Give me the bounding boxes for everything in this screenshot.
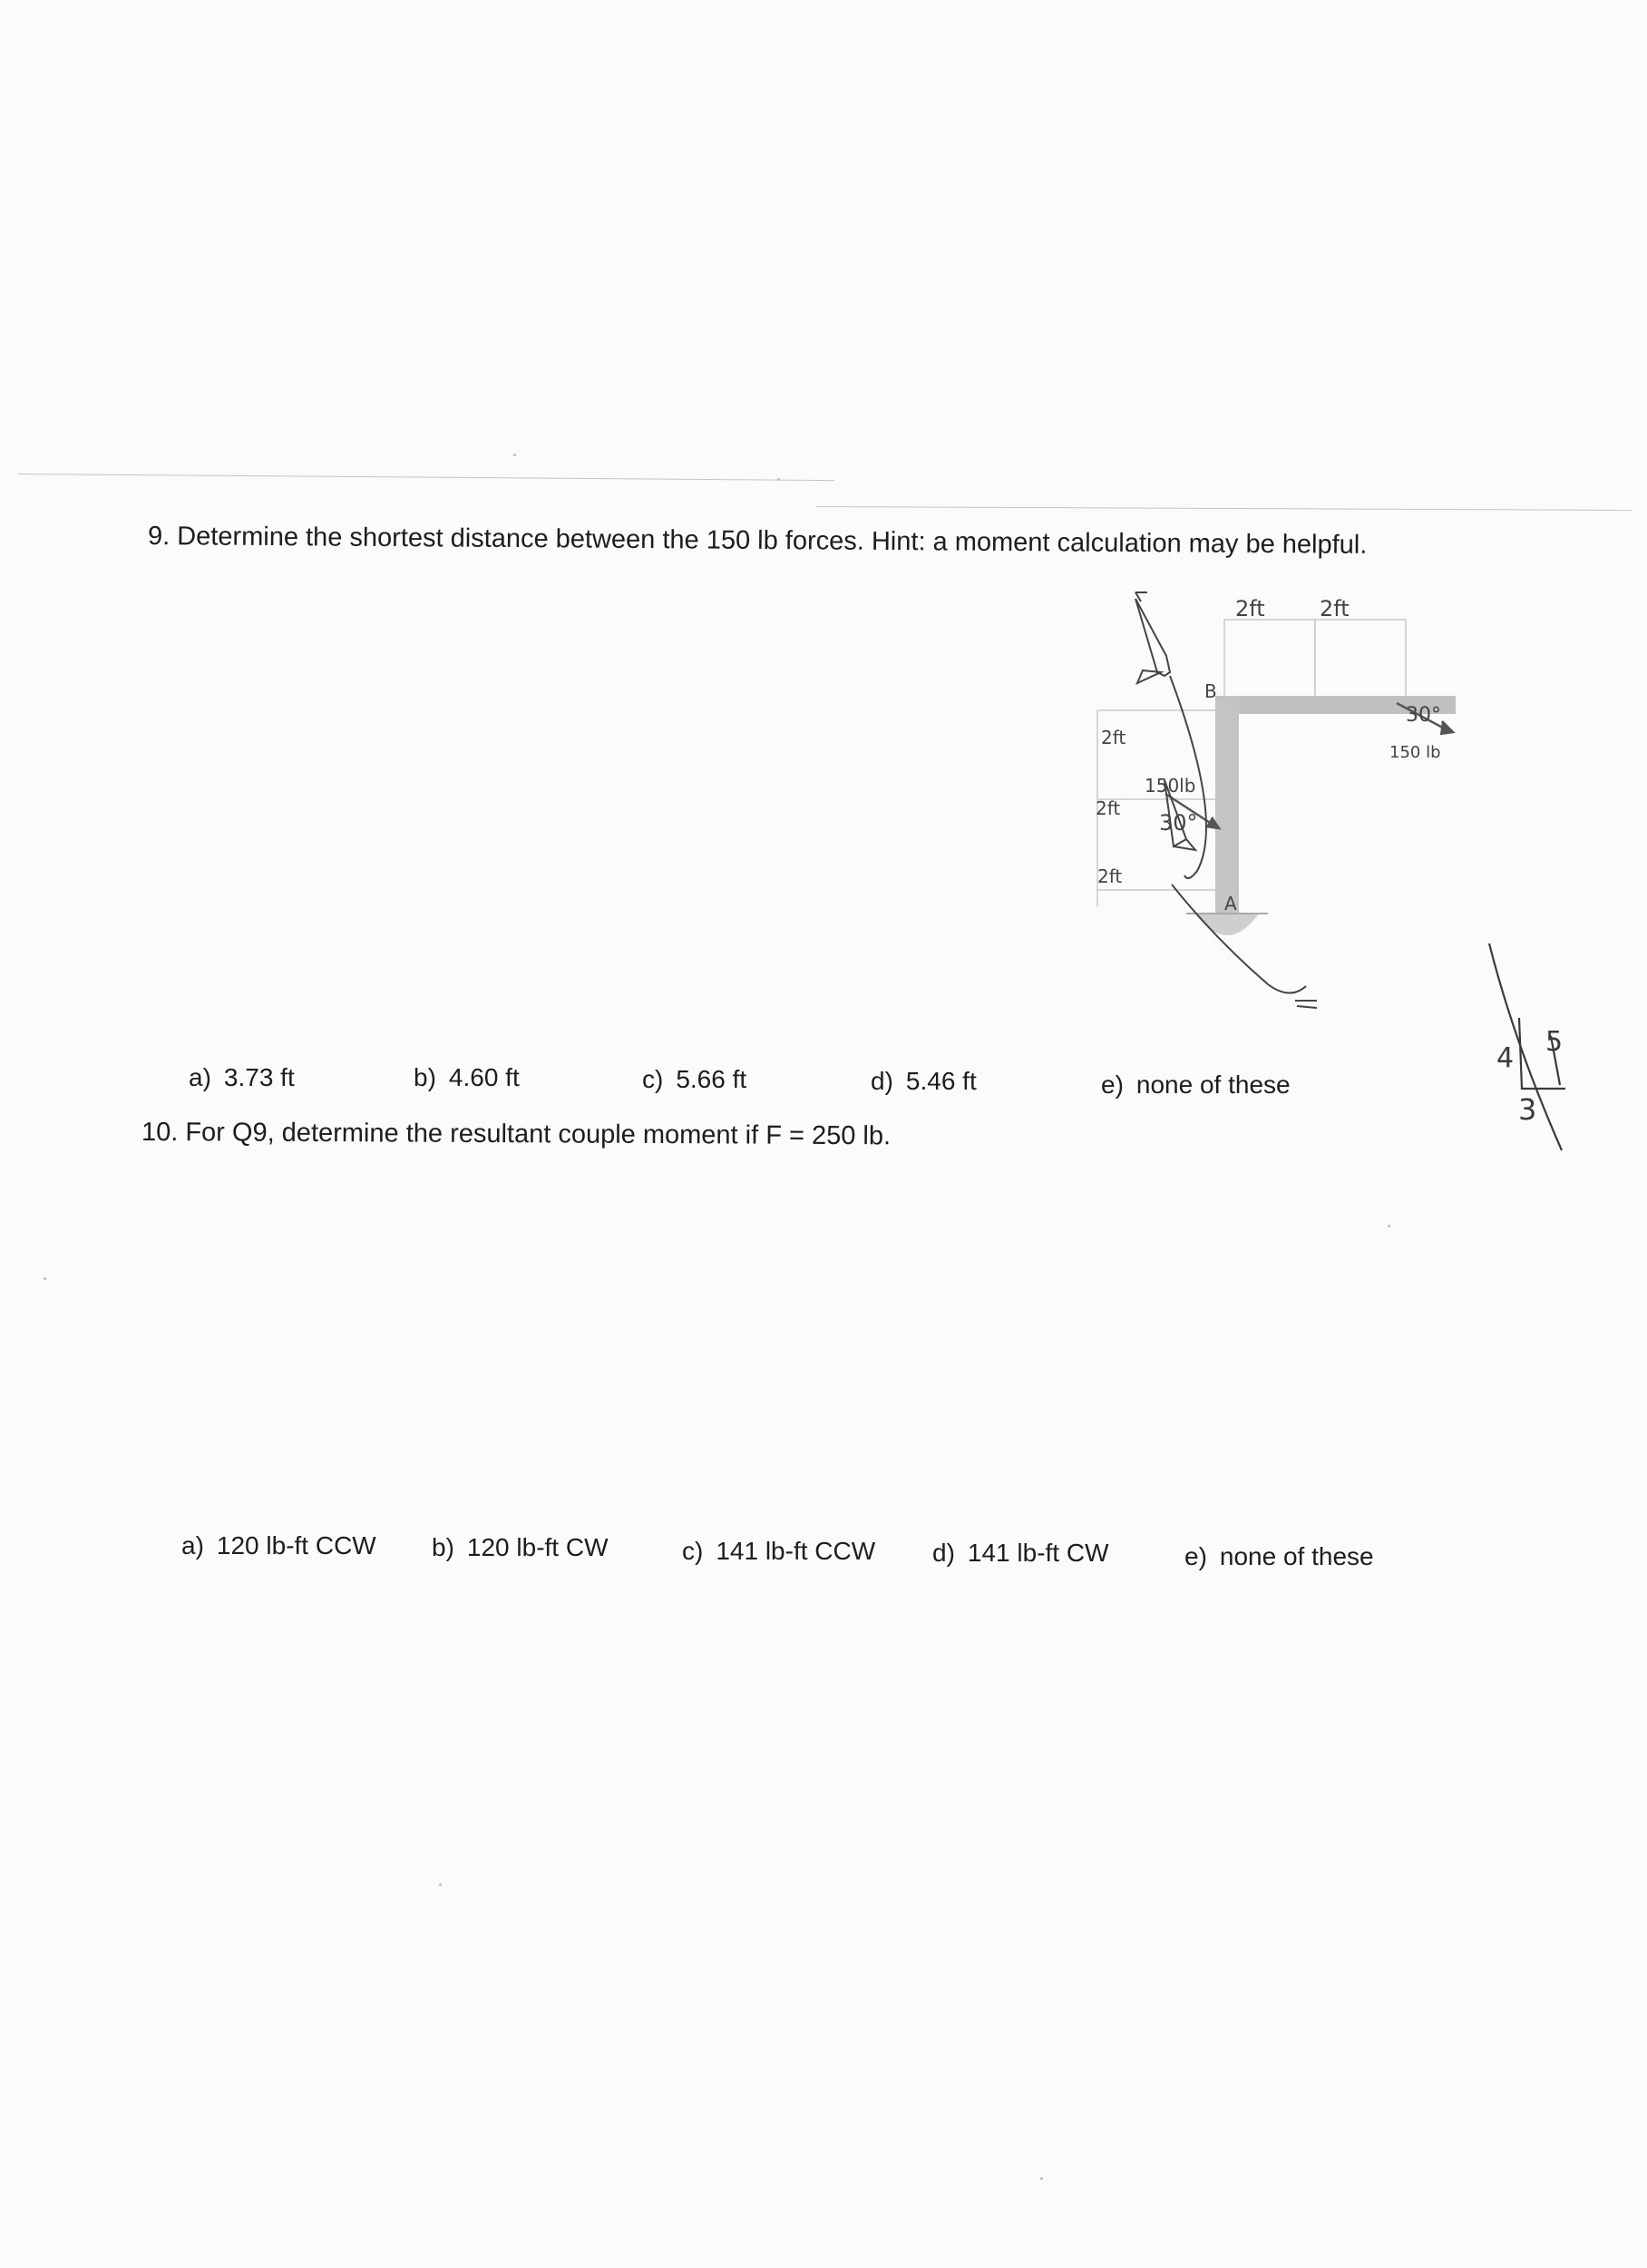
sketch-side-4: 4 — [1496, 1042, 1515, 1074]
dim-top-left: 2ft — [1235, 596, 1265, 621]
force-right-label: 150 lb — [1389, 743, 1441, 762]
q9-choice-a[interactable] — [189, 1063, 295, 1092]
question-9-text: 9. Determine the shortest distance between the 150 lb forces. Hint: a moment calculation may be helpful. — [147, 522, 1368, 560]
choice-letter: e) — [1184, 1542, 1207, 1570]
scan-speck — [44, 1277, 46, 1280]
sketch-side-5: 5 — [1545, 1026, 1564, 1058]
q10-choice-e[interactable] — [1184, 1542, 1374, 1571]
choice-letter: c) — [682, 1537, 704, 1565]
scan-rule-right — [816, 506, 1632, 511]
q10-choice-d[interactable] — [932, 1539, 1109, 1568]
choice-letter: e) — [1101, 1070, 1124, 1099]
scan-speck — [513, 454, 516, 456]
q9-choice-c[interactable] — [642, 1065, 746, 1094]
sketch-side-3: 3 — [1518, 1092, 1537, 1127]
margin-triangle-sketch — [1451, 934, 1596, 1161]
q9-choice-d[interactable] — [871, 1067, 977, 1096]
choice-letter: d) — [932, 1539, 955, 1567]
dim-top-right: 2ft — [1320, 596, 1350, 621]
dim-left-1: 2ft — [1101, 727, 1126, 748]
choice-value: 141 lb-ft CW — [967, 1539, 1109, 1567]
frame-diagram — [1079, 594, 1460, 1012]
choice-value: 141 lb-ft CCW — [716, 1537, 876, 1565]
choice-value: none of these — [1135, 1070, 1291, 1099]
choice-value: 120 lb-ft CCW — [216, 1531, 376, 1559]
choice-value: none of these — [1219, 1542, 1374, 1570]
scan-speck — [1040, 2177, 1043, 2180]
scan-speck — [439, 1883, 442, 1886]
choice-letter: b) — [432, 1533, 454, 1561]
dim-left-3: 2ft — [1097, 865, 1123, 887]
choice-value: 120 lb-ft CW — [466, 1533, 609, 1561]
force-left-label: 150lb — [1145, 775, 1196, 797]
dimension-grid — [1097, 620, 1406, 907]
dim-left-2: 2ft — [1096, 797, 1121, 819]
choice-value: 5.66 ft — [676, 1065, 747, 1093]
scan-speck — [777, 478, 780, 481]
q10-choice-b[interactable] — [432, 1533, 609, 1562]
point-a-label: A — [1224, 893, 1237, 914]
vertical-member — [1215, 696, 1239, 914]
point-b-label: B — [1204, 680, 1217, 702]
choice-letter: c) — [642, 1065, 664, 1093]
scan-rule-left — [18, 474, 834, 481]
choice-letter: a) — [189, 1063, 211, 1091]
choice-letter: a) — [181, 1531, 204, 1559]
choice-value: 3.73 ft — [223, 1063, 295, 1091]
q10-choice-a[interactable] — [181, 1531, 376, 1560]
choice-letter: b) — [414, 1063, 436, 1091]
choice-value: 4.60 ft — [448, 1063, 520, 1091]
q10-choice-c[interactable] — [682, 1537, 875, 1566]
choice-letter: d) — [871, 1067, 893, 1095]
question-10-text: 10. For Q9, determine the resultant couple moment if F = 250 lb. — [141, 1118, 892, 1151]
force-left-angle: 30° — [1159, 810, 1198, 836]
force-right-angle: 30° — [1406, 704, 1441, 727]
q9-choice-b[interactable] — [414, 1063, 520, 1092]
choice-value: 5.46 ft — [905, 1067, 977, 1095]
scan-speck — [1388, 1225, 1390, 1227]
q9-choice-e[interactable] — [1101, 1070, 1291, 1100]
